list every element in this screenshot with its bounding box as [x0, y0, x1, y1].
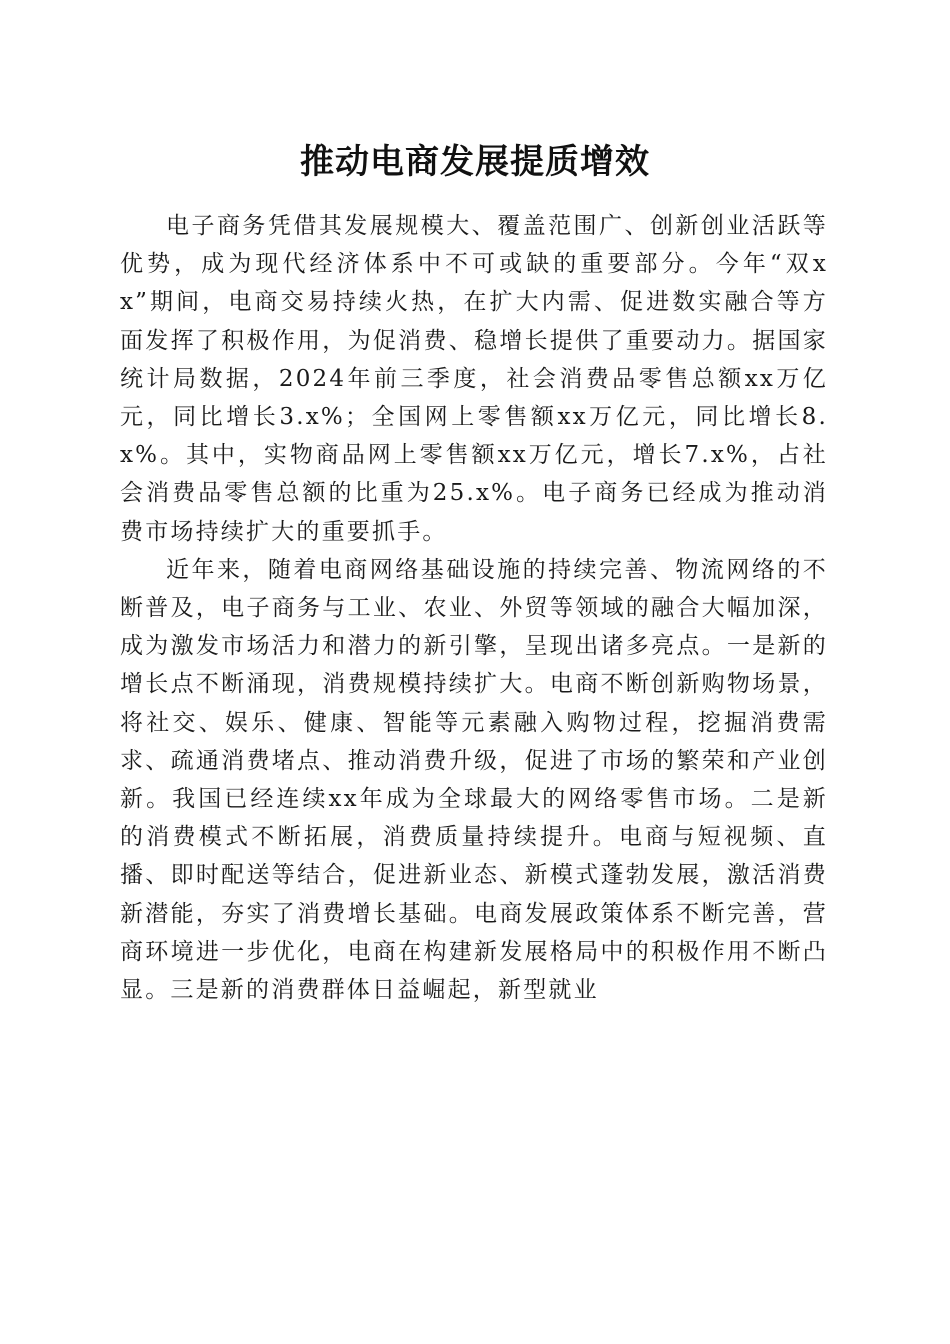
document-body: [120, 207, 828, 1009]
paragraph-1: 电子商务凭借其发展规模大、覆盖范围广、创新创业活跃等优势，成为现代经济体系中不可或缺的重要部分。今年“双xx”期间，电商交易持续火热，在扩大内需、促进数实融合等方面发挥了积极作用，为促消费、稳增长提供了重要动力。据国家统计局数据，2024年前三季度，社会消费品零售总额xx万亿元，同比增长3.x%；全国网上零售额xx万亿元，同比增长8.x%。其中，实物商品网上零售额xx万亿元，增长7.x%，占社会消费品零售总额的比重为25.x%。电子商务已经成为推动消费市场持续扩大的重要抓手。: [120, 213, 828, 545]
document-title: 推动电商发展提质增效: [300, 142, 650, 182]
paragraph-2: 近年来，随着电商网络基础设施的持续完善、物流网络的不断普及，电子商务与工业、农业、外贸等领域的融合大幅加深，成为激发市场活力和潜力的新引擎，呈现出诸多亮点。一是新的增长点不断涌现，消费规模持续扩大。电商不断创新购物场景，将社交、娱乐、健康、智能等元素融入购物过程，挖掘消费需求、疏通消费堵点、推动消费升级，促进了市场的繁荣和产业创新。我国已经连续xx年成为全球最大的网络零售市场。二是新的消费模式不断拓展，消费质量持续提升。电商与短视频、直播、即时配送等结合，促进新业态、新模式蓬勃发展，激活消费新潜能，夯实了消费增长基础。电商发展政策体系不断完善，营商环境进一步优化，电商在构建新发展格局中的积极作用不断凸显。三是新的消费群体日益崛起，新型就业: [120, 556, 828, 1004]
